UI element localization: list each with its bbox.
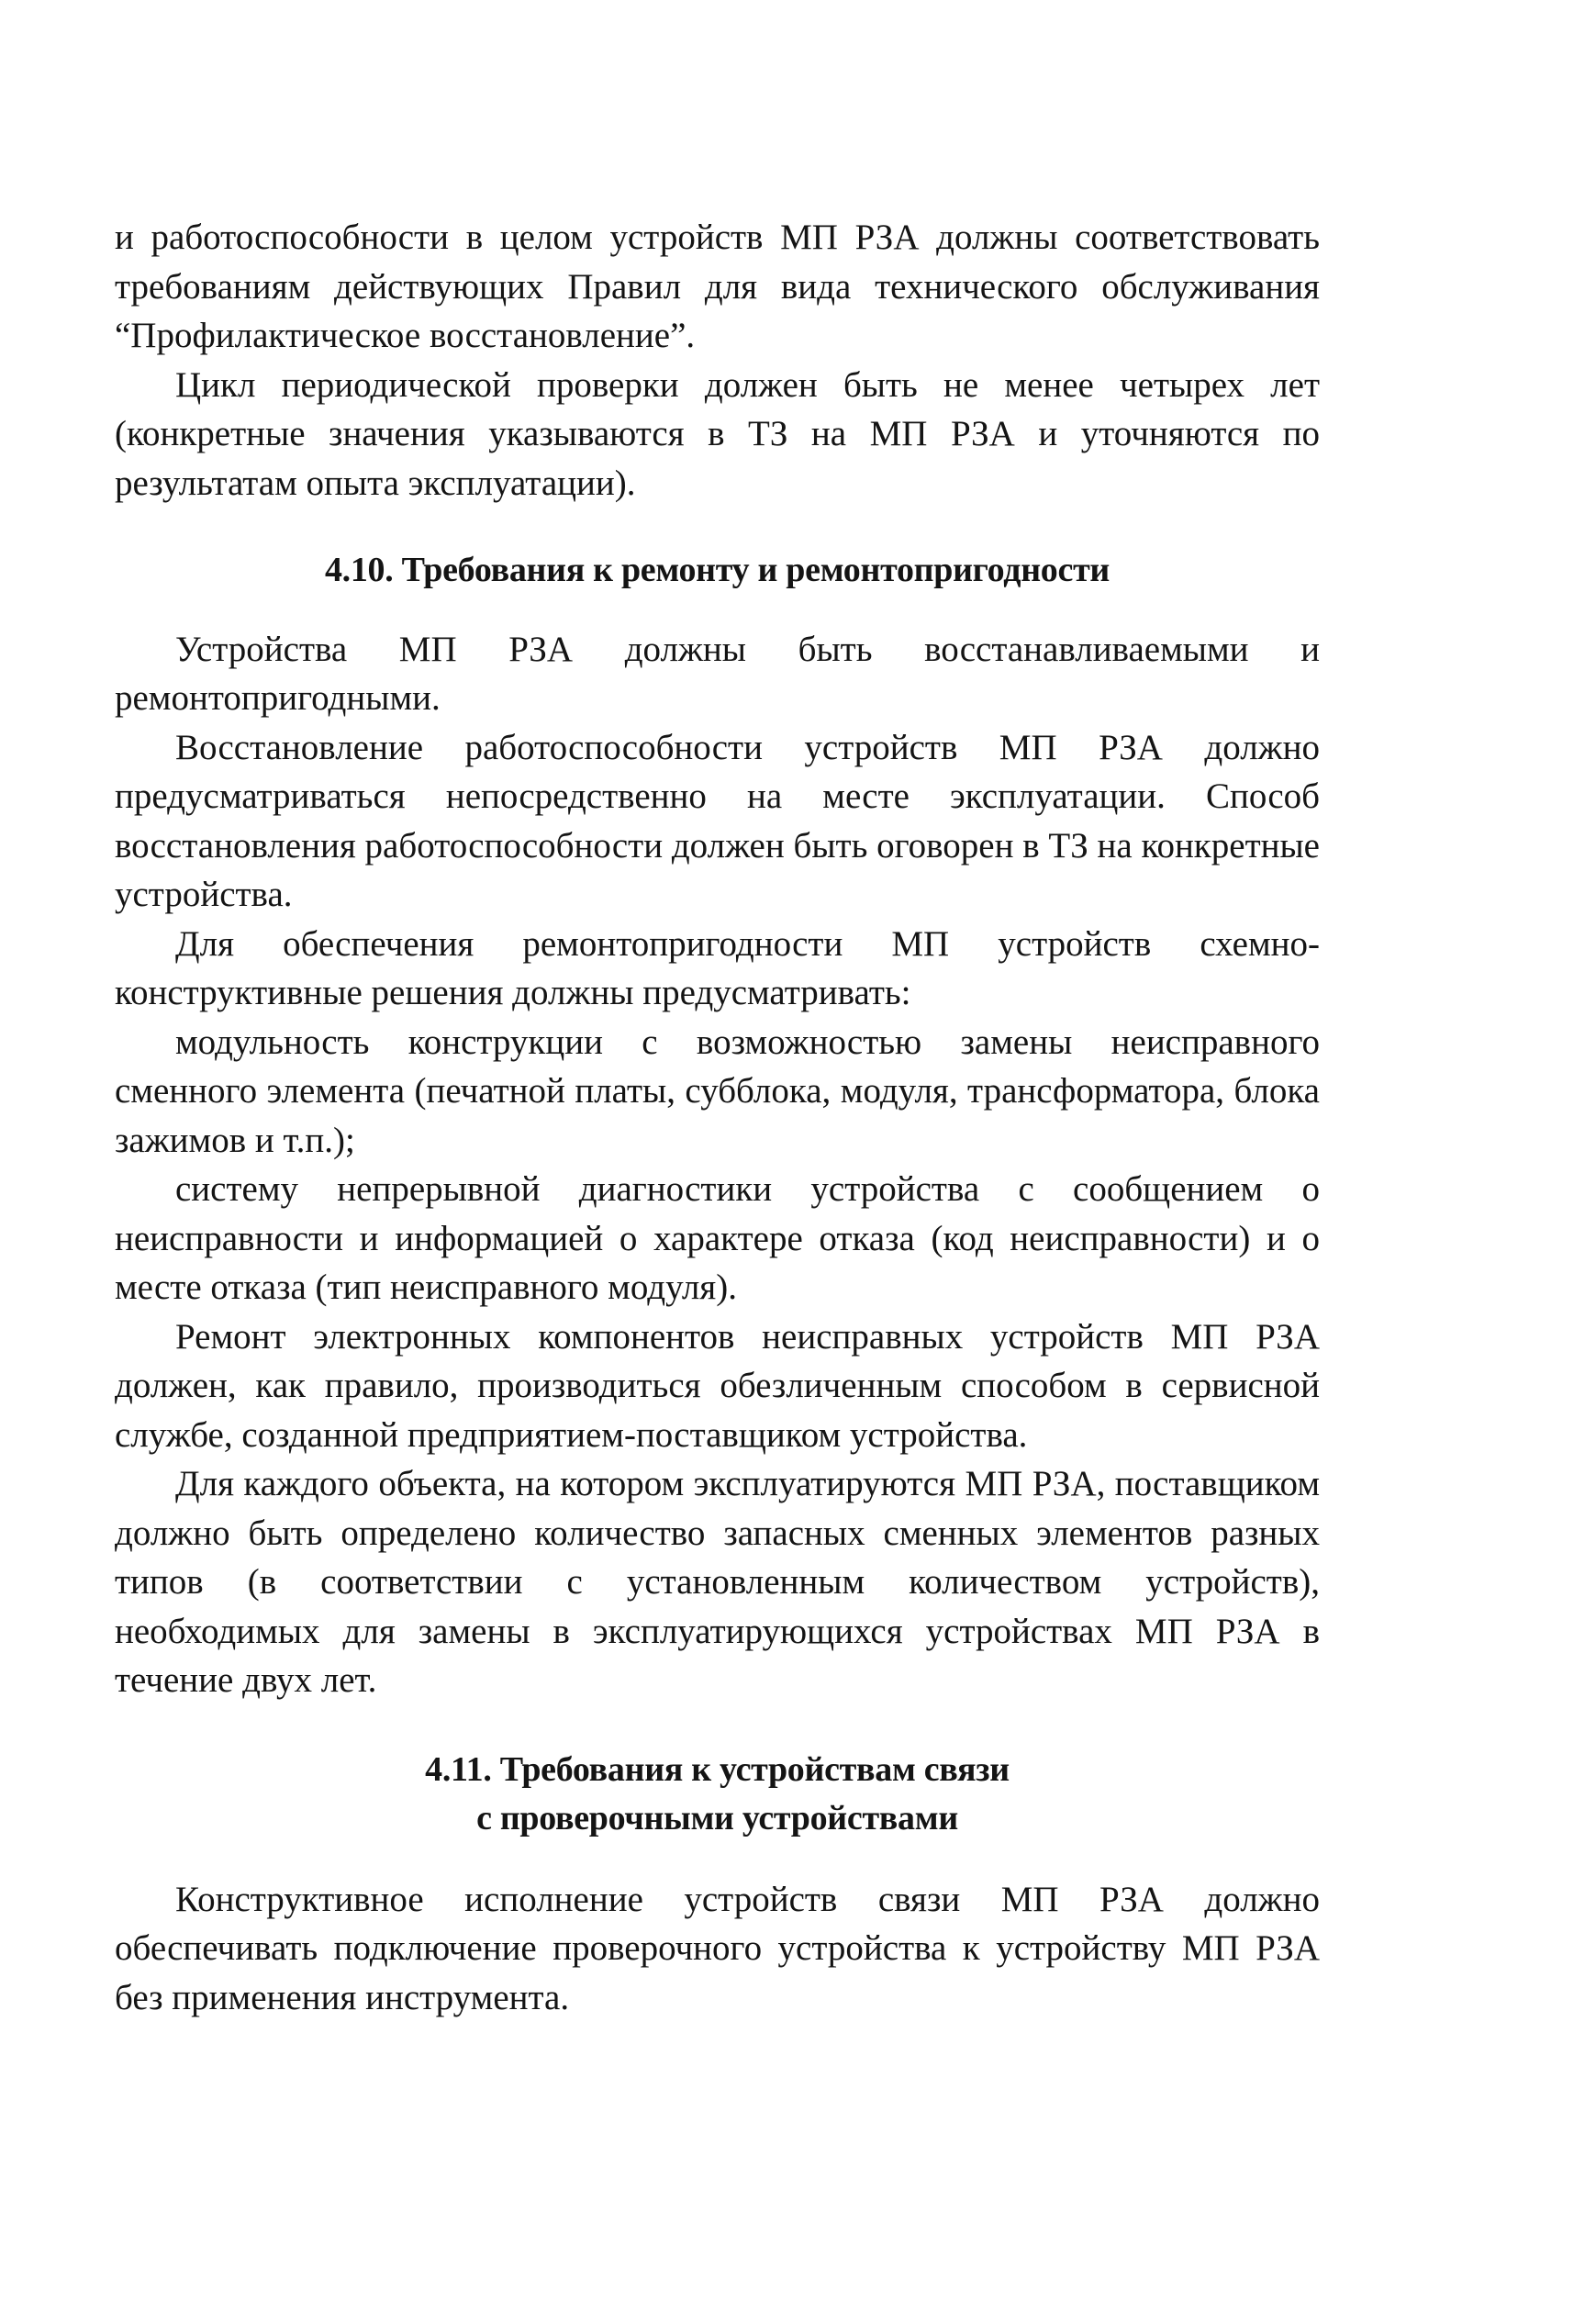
section-4-11-paragraph: Конструктивное исполнение устройств связи МП РЗА должно обеспечивать подключение проверочного устройства к устройству МП РЗА без применения инструмента. xyxy=(115,1879,1320,2017)
section-4-10-paragraph: Ремонт электронных компонентов неисправных устройств МП РЗА должен, как правило, производиться обезличенным способом в сервисной службе, созданной предприятием-поставщиком устройства. xyxy=(115,1316,1320,1455)
document-page xyxy=(115,213,1320,2022)
continuation-paragraph: и работоспособности в целом устройств МП РЗА должны соответствовать требованиям действующих Правил для вида технического обслуживания “Профилактическое восстановление”. xyxy=(115,218,1320,355)
section-4-10-paragraph: Для обеспечения ремонтопригодности МП устройств схемно-конструктивные решения должны предусматривать: xyxy=(115,923,1320,1012)
section-4-11-heading-line-2: с проверочными устройствами xyxy=(476,1799,958,1837)
section-4-10-paragraph: Восстановление работоспособности устройств МП РЗА должно предусматриваться непосредственно на месте эксплуатации. Способ восстановления работоспособности должен быть оговорен в ТЗ на конкретные устройства. xyxy=(115,727,1320,914)
section-4-10-paragraph: Устройства МП РЗА должны быть восстанавливаемыми и ремонтопригодными. xyxy=(115,629,1320,718)
section-4-10-list-item: систему непрерывной диагностики устройства с сообщением о неисправности и информацией о характере отказа (код неисправности) и о месте отказа (тип неисправного модуля). xyxy=(115,1169,1320,1307)
section-4-10-heading: 4.10. Требования к ремонту и ремонтопригодности xyxy=(324,551,1111,589)
inspection-cycle-paragraph: Цикл периодической проверки должен быть не менее четырех лет (конкретные значения указываются в ТЗ на МП РЗА и уточняются по результатам опыта эксплуатации). xyxy=(115,364,1320,503)
section-4-11-heading xyxy=(115,1746,1320,1844)
section-4-11-heading-line-1: 4.11. Требования к устройствам связи xyxy=(425,1749,1010,1789)
section-4-10-paragraph: Для каждого объекта, на котором эксплуатируются МП РЗА, поставщиком должно быть определено количество запасных сменных элементов разных типов (в соответствии с установленным количеством устройств), необходимых для замены в эксплуатирующихся устройствах МП РЗА в течение двух лет. xyxy=(115,1464,1320,1700)
section-4-10-list-item: модульность конструкции с возможностью замены неисправного сменного элемента (печатной платы, субблока, модуля, трансформатора, блока зажимов и т.п.); xyxy=(115,1022,1320,1160)
